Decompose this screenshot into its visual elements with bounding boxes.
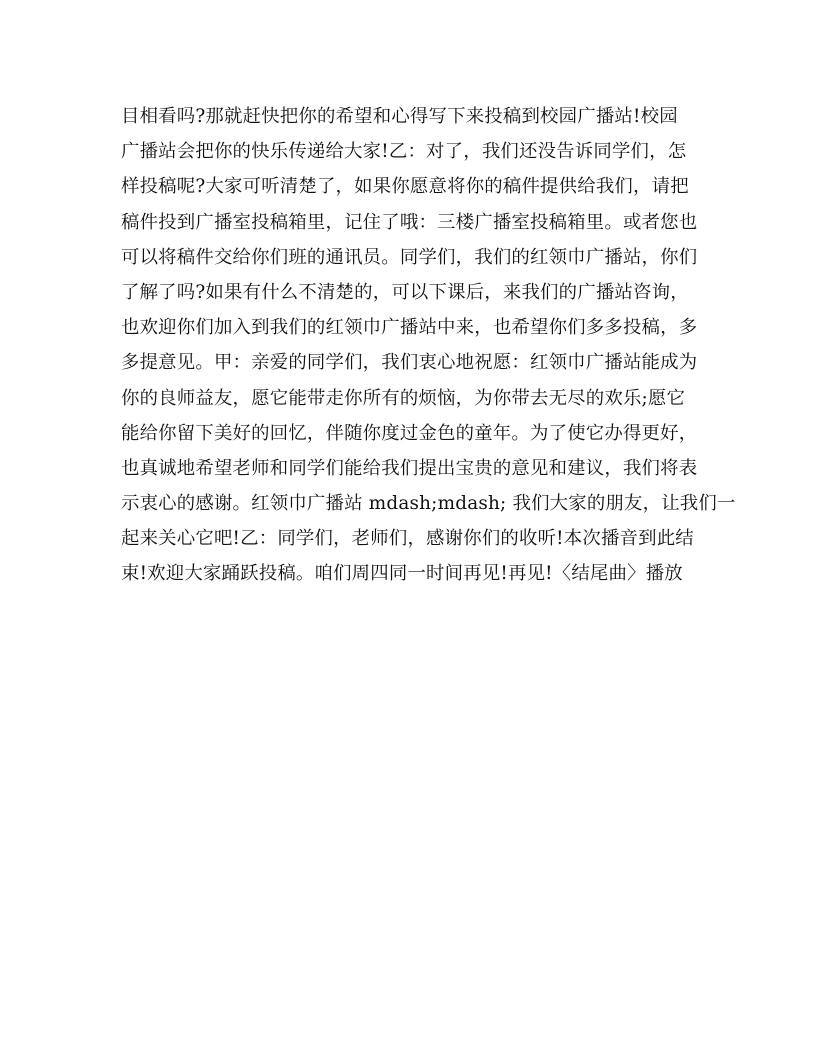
body-text bbox=[121, 99, 736, 592]
text-line: 可以将稿件交给你们班的通讯员。同学们，我们的红领巾广播站，你们 bbox=[121, 246, 698, 268]
text-line: 示衷心的感谢。红领巾广播站 mdash;mdash; 我们大家的朋友，让我们一 bbox=[121, 493, 736, 515]
text-line: 束!欢迎大家踊跃投稿。咱们周四同一时间再见!再见!〈结尾曲〉播放 bbox=[121, 563, 683, 585]
text-line: 能给你留下美好的回忆，伴随你度过金色的童年。为了使它办得更好， bbox=[121, 422, 698, 444]
text-line: 起来关心它吧!乙：同学们，老师们，感谢你们的收听!本次播音到此结 bbox=[121, 528, 694, 550]
text-line: 稿件投到广播室投稿箱里，记住了哦：三楼广播室投稿箱里。或者您也 bbox=[121, 211, 698, 233]
text-line: 了解了吗?如果有什么不清楚的，可以下课后，来我们的广播站咨询， bbox=[121, 281, 689, 303]
text-line: 广播站会把你的快乐传递给大家!乙：对了，我们还没告诉同学们，怎 bbox=[121, 141, 687, 163]
text-line: 也真诚地希望老师和同学们能给我们提出宝贵的意见和建议，我们将表 bbox=[121, 457, 698, 479]
text-line: 多提意见。甲：亲爱的同学们，我们衷心地祝愿：红领巾广播站能成为 bbox=[121, 352, 698, 374]
text-line: 样投稿呢?大家可听清楚了，如果你愿意将你的稿件提供给我们，请把 bbox=[121, 176, 689, 198]
text-line: 目相看吗?那就赶快把你的希望和心得写下来投稿到校园广播站!校园 bbox=[121, 106, 678, 127]
text-line: 也欢迎你们加入到我们的红领巾广播站中来，也希望你们多多投稿，多 bbox=[121, 317, 698, 339]
text-line: 你的良师益友，愿它能带走你所有的烦恼，为你带去无尽的欢乐;愿它 bbox=[121, 387, 686, 409]
